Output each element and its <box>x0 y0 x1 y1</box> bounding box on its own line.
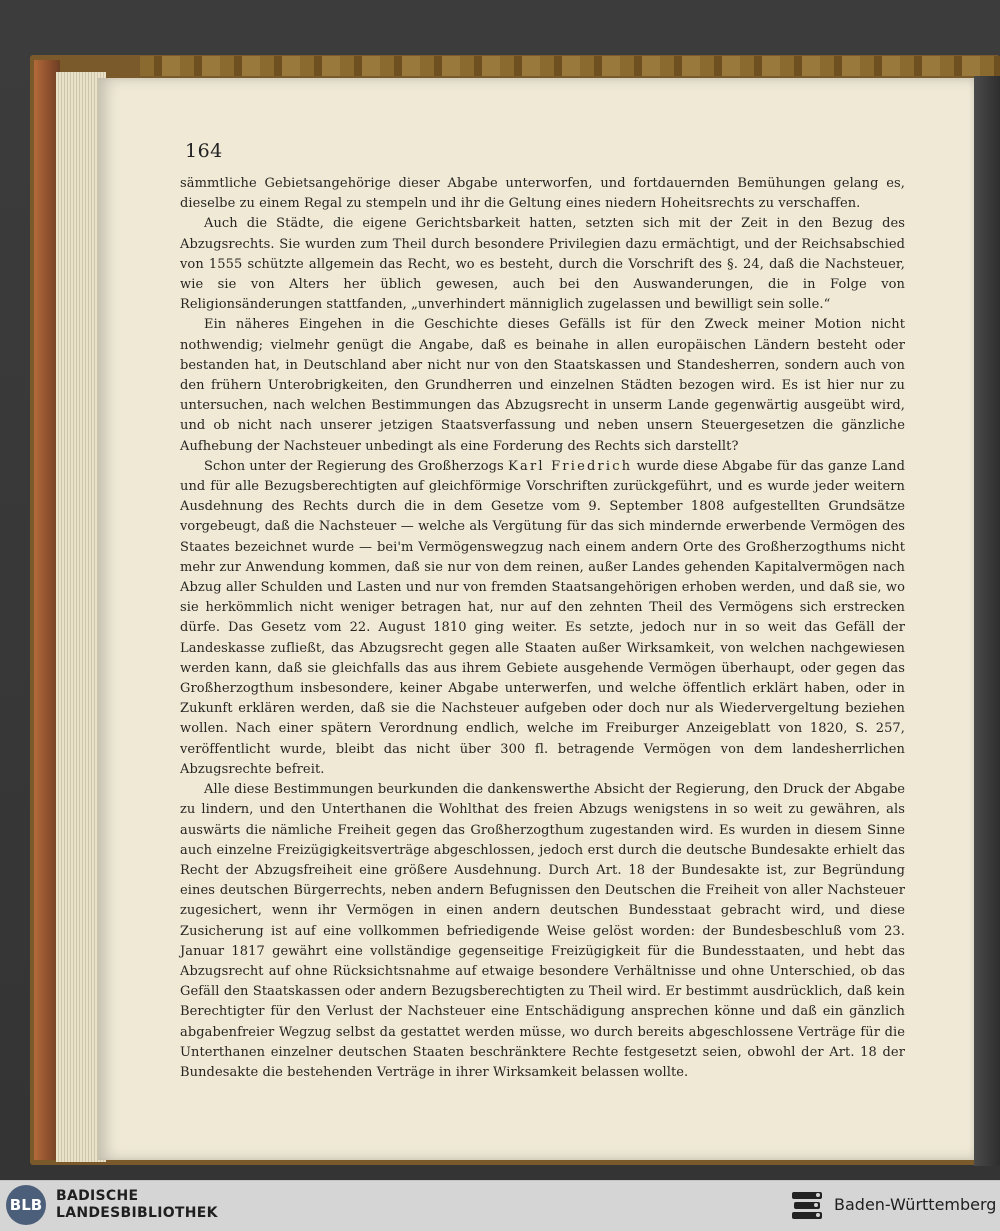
paragraph-3: Ein näheres Eingehen in die Geschichte dieses Gefälls ist für den Zweck meiner Motion nicht nothwendig; vielmehr genügt die Angabe, daß es beinahe in allen europäischen Ländern besteht oder bestanden hat, in Deutschland aber nicht nur von den Staatskassen und Standesherren, sondern auch von den frühern Unterobrigkeiten, den Grundherren und einzelnen Städten bezogen wird. Es ist hier nur zu untersuchen, nach welchen Bestimmungen das Abzugsrecht in unserm Lande gegenwärtig ausgeübt wird, und ob nicht nach unserer jetzigen Staatsverfassung und neben unsern Steuergesetzen die gänzliche Aufhebung der Nachsteuer unbedingt als eine Forderung des Rechts sich darstellt? <box>180 317 905 454</box>
cover-top-edge <box>140 56 1000 76</box>
baden-wuerttemberg-lions-icon <box>790 1189 824 1223</box>
page-text <box>180 174 905 1083</box>
paragraph-2: Auch die Städte, die eigene Gerichtsbarkeit hatten, setzten sich mit der Zeit in den Bezug des Abzugsrechts. Sie wurden zum Theil durch besondere Privilegien dazu ermächtigt, und der Reichsabschied von 1555 schützte allgemein das Recht, wo es besteht, durch die Vorschrift des §. 24, daß die Nachsteuer, wie sie von Alters her üblich gewesen, auch bei den Auswanderungen, die in Folge von Religionsänderungen stattfanden, „unverhindert männiglich zugelassen und bewilligt sein solle.“ <box>180 216 905 313</box>
blb-logo-icon: BLB <box>6 1185 46 1225</box>
paragraph-4 <box>180 457 905 780</box>
paragraph-1: sämmtliche Gebietsangehörige dieser Abgabe unterworfen, und fortdauernden Bemühungen gelang es, dieselbe zu einem Regal zu stempeln und ihr die Geltung eines niedern Hoheitsrechts zu verschaffen. <box>180 176 905 212</box>
footer-bar <box>0 1180 1000 1231</box>
person-name: Karl Friedrich <box>508 458 633 474</box>
paragraph-5: Alle diese Bestimmungen beurkunden die dankenswerthe Absicht der Regierung, den Druck der Abgabe zu lindern, und den Unterthanen die Wohlthat des freien Abzugs wenigstens in so weit zu gewähren, als auswärts die nämliche Freiheit gegen das Großherzogthum zugestanden wird. Es wurden in diesem Sinne auch einzelne Freizügigkeitsverträge abgeschlossen, jedoch erst durch die deutsche Bundesakte erhielt das Recht der Abzugsfreiheit eine größere Ausdehnung. Durch Art. 18 der Bundesakte ist, zur Begründung eines deutschen Bürgerrechts, neben andern Befugnissen den Deutschen die Freiheit von aller Nachsteuer zugesichert, wenn ihr Vermögen in einen andern deutschen Bundesstaat gebracht wird, und diese Zusicherung ist auf eine vollkommen befriedigende Weise gelöst worden: der Bundesbeschluß vom 23. Januar 1817 gewährt eine vollständige gegenseitige Freizügigkeit für die Bundesstaaten, und hebt das Abzugsrecht auf ohne Rücksichtsnahme auf etwaige besondere Verhältnisse und ohne Unterschied, ob das Gefäll den Staatskassen oder andern Bezugsberechtigten zu Theil wird. Er bestimmt ausdrücklich, daß kein Berechtigter für den Verlust der Nachsteuer eine Entschädigung ansprechen könne und daß ein gänzlich abgabenfreier Wegzug selbst da gestattet werden müsse, wo durch bereits abgeschlossene Verträge für die Unterthanen einzelner deutschen Staaten beschränktere Rechte festgesetzt seien, obwohl der Art. 18 der Bundesakte die bestehenden Verträge in ihrer Wirksamkeit belassen wollte. <box>180 782 905 1080</box>
paragraph-4-start: Schon unter der Regierung des Großherzogs <box>204 458 504 474</box>
library-name-line-2: LANDESBIBLIOTHEK <box>56 1205 218 1221</box>
library-name-line-1: BADISCHE <box>56 1188 139 1204</box>
state-name: Baden-Württemberg <box>834 1195 997 1214</box>
library-name <box>56 1188 218 1222</box>
paragraph-4-rest: wurde diese Abgabe für das ganze Land und für alle Bezugsberechtigten auf gleichförmige Vorschriften zurückgeführt, und es wurde jeder weitern Ausdehnung des Rechts durch die in dem Gesetze vom 9. September 1808 aufgestellten Grundsätze vorgebeugt, daß die Nachsteuer — welche als Vergütung für das sich mindernde erwerbende Vermögen des Staates bezeichnet wurde — bei'm Vermögenswegzug nach einem andern Orte des Großherzogthums nicht mehr zur Anwendung kommen, daß sie nur von dem reinen, außer Landes gehenden Kapitalvermögen nach Abzug aller Schulden und Lasten und nur von fremden Staatsangehörigen erhoben werden, und daß sie, wo sie herkömmlich nicht weniger betragen hat, nur auf den zehnten Theil des Vermögens sich erstrecken dürfe. Das Gesetz vom 22. August 1810 ging weiter. Es setzte, jedoch nur in so weit das Gefäll der Landeskasse zufließt, das Abzugsrecht gegen alle Staaten außer Wirksamkeit, von welchen nachgewiesen werden kann, daß sie gleichfalls das aus ihrem Gebiete ausgehende Vermögen überhaupt, oder gegen das Großherzogthum insbesondere, keiner Abgabe unterwerfen, und welche öffentlich erklärt haben, oder in Zukunft erklären werden, daß sie die Nachsteuer aufgeben oder doch nur als Wiedervergeltung beziehen wollen. Nach einer spätern Verordnung endlich, welche im Freiburger Anzeigeblatt von 1820, S. 257, veröffentlicht wurde, bleibt das nicht über 300 fl. betragende Vermögen von dem landesherrlichen Abzugsrechte befreit. <box>180 458 906 777</box>
page-number: 164 <box>185 140 223 162</box>
scan-right-border <box>974 76 1000 1166</box>
book-page <box>98 78 974 1160</box>
